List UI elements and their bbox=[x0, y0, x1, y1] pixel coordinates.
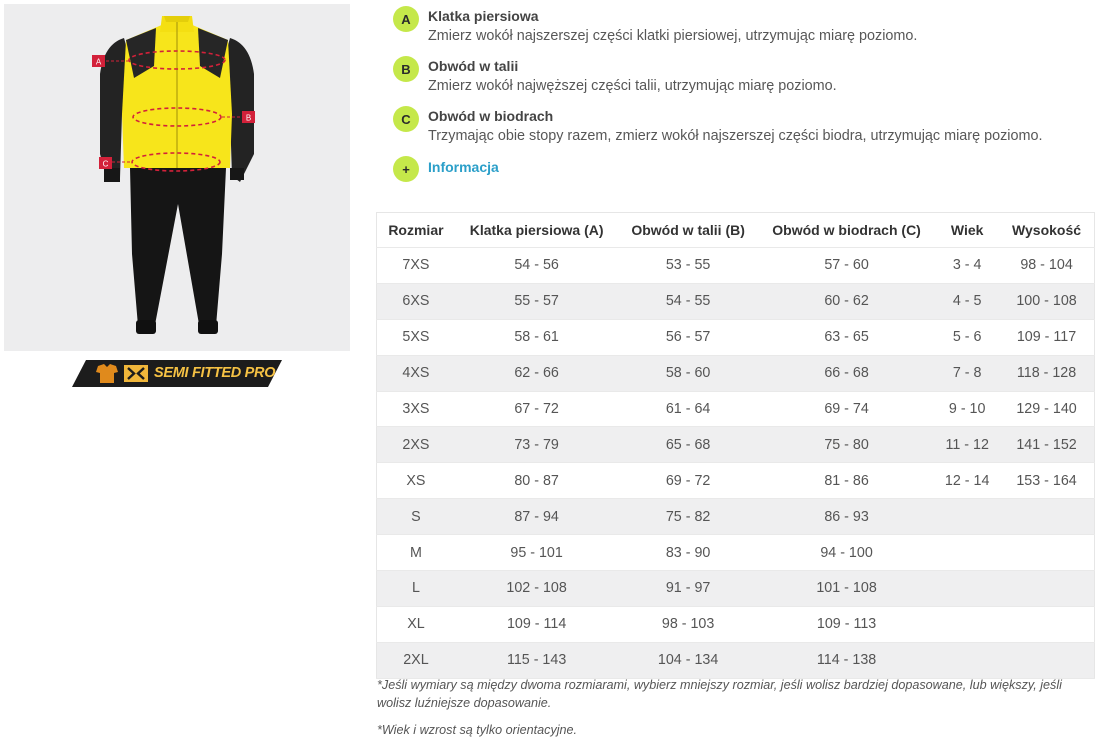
product-image bbox=[4, 4, 350, 351]
table-cell: 3XS bbox=[377, 391, 455, 427]
table-cell: 7 - 8 bbox=[935, 355, 999, 391]
table-cell: 54 - 56 bbox=[455, 248, 618, 284]
table-cell: 58 - 61 bbox=[455, 319, 618, 355]
svg-text:A: A bbox=[95, 57, 102, 67]
table-cell: 73 - 79 bbox=[455, 427, 618, 463]
table-row bbox=[377, 355, 1095, 391]
table-cell: 7XS bbox=[377, 248, 455, 284]
table-cell bbox=[935, 606, 999, 642]
table-cell: 2XL bbox=[377, 642, 455, 678]
table-row bbox=[377, 571, 1095, 607]
info-link[interactable]: Informacja bbox=[428, 159, 499, 175]
table-cell bbox=[935, 499, 999, 535]
table-cell: 53 - 55 bbox=[618, 248, 758, 284]
info-toggle[interactable] bbox=[393, 156, 1093, 184]
table-cell: 63 - 65 bbox=[758, 319, 935, 355]
table-cell bbox=[999, 499, 1094, 535]
table-row bbox=[377, 248, 1095, 284]
table-cell: 129 - 140 bbox=[999, 391, 1094, 427]
fit-badge-label: SEMI FITTED PRO bbox=[154, 365, 276, 381]
table-cell: 75 - 80 bbox=[758, 427, 935, 463]
table-cell bbox=[935, 535, 999, 571]
table-cell: XL bbox=[377, 606, 455, 642]
table-cell: 3 - 4 bbox=[935, 248, 999, 284]
table-cell: 12 - 14 bbox=[935, 463, 999, 499]
table-cell: 98 - 104 bbox=[999, 248, 1094, 284]
table-cell: 60 - 62 bbox=[758, 283, 935, 319]
table-cell: 65 - 68 bbox=[618, 427, 758, 463]
table-cell: 115 - 143 bbox=[455, 642, 618, 678]
column-header: Klatka piersiowa (A) bbox=[455, 213, 618, 248]
table-cell: 83 - 90 bbox=[618, 535, 758, 571]
table-cell: 75 - 82 bbox=[618, 499, 758, 535]
age-height-note: *Wiek i wzrost są tylko orientacyjne. bbox=[377, 723, 578, 737]
table-row bbox=[377, 499, 1095, 535]
table-header-row bbox=[377, 213, 1095, 248]
column-header: Wiek bbox=[935, 213, 999, 248]
table-cell: 118 - 128 bbox=[999, 355, 1094, 391]
fit-badge bbox=[72, 360, 282, 387]
table-cell: 153 - 164 bbox=[999, 463, 1094, 499]
table-row bbox=[377, 391, 1095, 427]
table-row bbox=[377, 283, 1095, 319]
table-cell: 95 - 101 bbox=[455, 535, 618, 571]
measurement-title: Klatka piersiowa bbox=[428, 8, 539, 24]
table-cell: 86 - 93 bbox=[758, 499, 935, 535]
measurement-chest bbox=[393, 6, 1093, 48]
table-cell bbox=[999, 606, 1094, 642]
table-cell: XS bbox=[377, 463, 455, 499]
table-cell: 102 - 108 bbox=[455, 571, 618, 607]
fit-arrows-icon bbox=[124, 365, 148, 382]
table-cell: 5XS bbox=[377, 319, 455, 355]
table-cell: L bbox=[377, 571, 455, 607]
table-cell: 67 - 72 bbox=[455, 391, 618, 427]
column-header: Obwód w biodrach (C) bbox=[758, 213, 935, 248]
table-cell: 101 - 108 bbox=[758, 571, 935, 607]
table-row bbox=[377, 535, 1095, 571]
table-cell: 2XS bbox=[377, 427, 455, 463]
table-cell: 109 - 114 bbox=[455, 606, 618, 642]
table-cell: 94 - 100 bbox=[758, 535, 935, 571]
marker-b-tag bbox=[242, 111, 255, 123]
table-cell: S bbox=[377, 499, 455, 535]
column-header: Obwód w talii (B) bbox=[618, 213, 758, 248]
measurement-waist bbox=[393, 56, 1093, 98]
table-cell: 55 - 57 bbox=[455, 283, 618, 319]
measurement-title: Obwód w talii bbox=[428, 58, 519, 74]
table-cell: 109 - 113 bbox=[758, 606, 935, 642]
table-cell: 62 - 66 bbox=[455, 355, 618, 391]
table-cell bbox=[999, 642, 1094, 678]
marker-c-circle: C bbox=[393, 106, 419, 132]
column-header: Rozmiar bbox=[377, 213, 455, 248]
plus-icon[interactable]: + bbox=[393, 156, 419, 182]
measurement-description: Trzymając obie stopy razem, zmierz wokół najszerszej części biodra, utrzymując miarę poziomo. bbox=[428, 128, 1043, 144]
table-cell: 5 - 6 bbox=[935, 319, 999, 355]
table-cell: 69 - 72 bbox=[618, 463, 758, 499]
table-cell: 114 - 138 bbox=[758, 642, 935, 678]
table-cell: 81 - 86 bbox=[758, 463, 935, 499]
table-cell: 80 - 87 bbox=[455, 463, 618, 499]
marker-a-circle: A bbox=[393, 6, 419, 32]
measurement-title: Obwód w biodrach bbox=[428, 108, 554, 124]
size-note: *Jeśli wymiary są między dwoma rozmiarami, wybierz mniejszy rozmiar, jeśli wolisz bardziej dopasowane, lub większy, jeśli wolisz luźniejsze dopasowanie. bbox=[377, 678, 1062, 710]
table-row bbox=[377, 319, 1095, 355]
table-cell bbox=[935, 571, 999, 607]
table-cell: 4XS bbox=[377, 355, 455, 391]
measurement-hips bbox=[393, 106, 1093, 148]
table-cell: 109 - 117 bbox=[999, 319, 1094, 355]
table-row bbox=[377, 427, 1095, 463]
column-header: Wysokość bbox=[999, 213, 1094, 248]
table-cell: 57 - 60 bbox=[758, 248, 935, 284]
table-cell: 141 - 152 bbox=[999, 427, 1094, 463]
table-cell: 9 - 10 bbox=[935, 391, 999, 427]
table-cell: 69 - 74 bbox=[758, 391, 935, 427]
table-cell: 61 - 64 bbox=[618, 391, 758, 427]
table-cell: 58 - 60 bbox=[618, 355, 758, 391]
measurement-description: Zmierz wokół najszerszej części klatki piersiowej, utrzymując miarę poziomo. bbox=[428, 28, 918, 44]
table-cell: 4 - 5 bbox=[935, 283, 999, 319]
table-row bbox=[377, 642, 1095, 678]
table-cell: 6XS bbox=[377, 283, 455, 319]
table-row bbox=[377, 463, 1095, 499]
size-table bbox=[376, 212, 1095, 679]
svg-text:B: B bbox=[245, 113, 252, 123]
table-cell bbox=[999, 571, 1094, 607]
table-cell: 91 - 97 bbox=[618, 571, 758, 607]
table-cell: 100 - 108 bbox=[999, 283, 1094, 319]
table-cell: 98 - 103 bbox=[618, 606, 758, 642]
table-cell: 56 - 57 bbox=[618, 319, 758, 355]
marker-b-circle: B bbox=[393, 56, 419, 82]
table-row bbox=[377, 606, 1095, 642]
table-cell: 104 - 134 bbox=[618, 642, 758, 678]
table-cell: 66 - 68 bbox=[758, 355, 935, 391]
marker-c-tag bbox=[99, 157, 112, 169]
measurement-description: Zmierz wokół najwęższej części talii, utrzymując miarę poziomo. bbox=[428, 78, 837, 94]
table-cell: 11 - 12 bbox=[935, 427, 999, 463]
marker-a-tag bbox=[92, 55, 105, 67]
table-cell: 54 - 55 bbox=[618, 283, 758, 319]
table-cell: M bbox=[377, 535, 455, 571]
table-cell: 87 - 94 bbox=[455, 499, 618, 535]
svg-text:C: C bbox=[102, 159, 109, 169]
table-cell bbox=[935, 642, 999, 678]
table-cell bbox=[999, 535, 1094, 571]
